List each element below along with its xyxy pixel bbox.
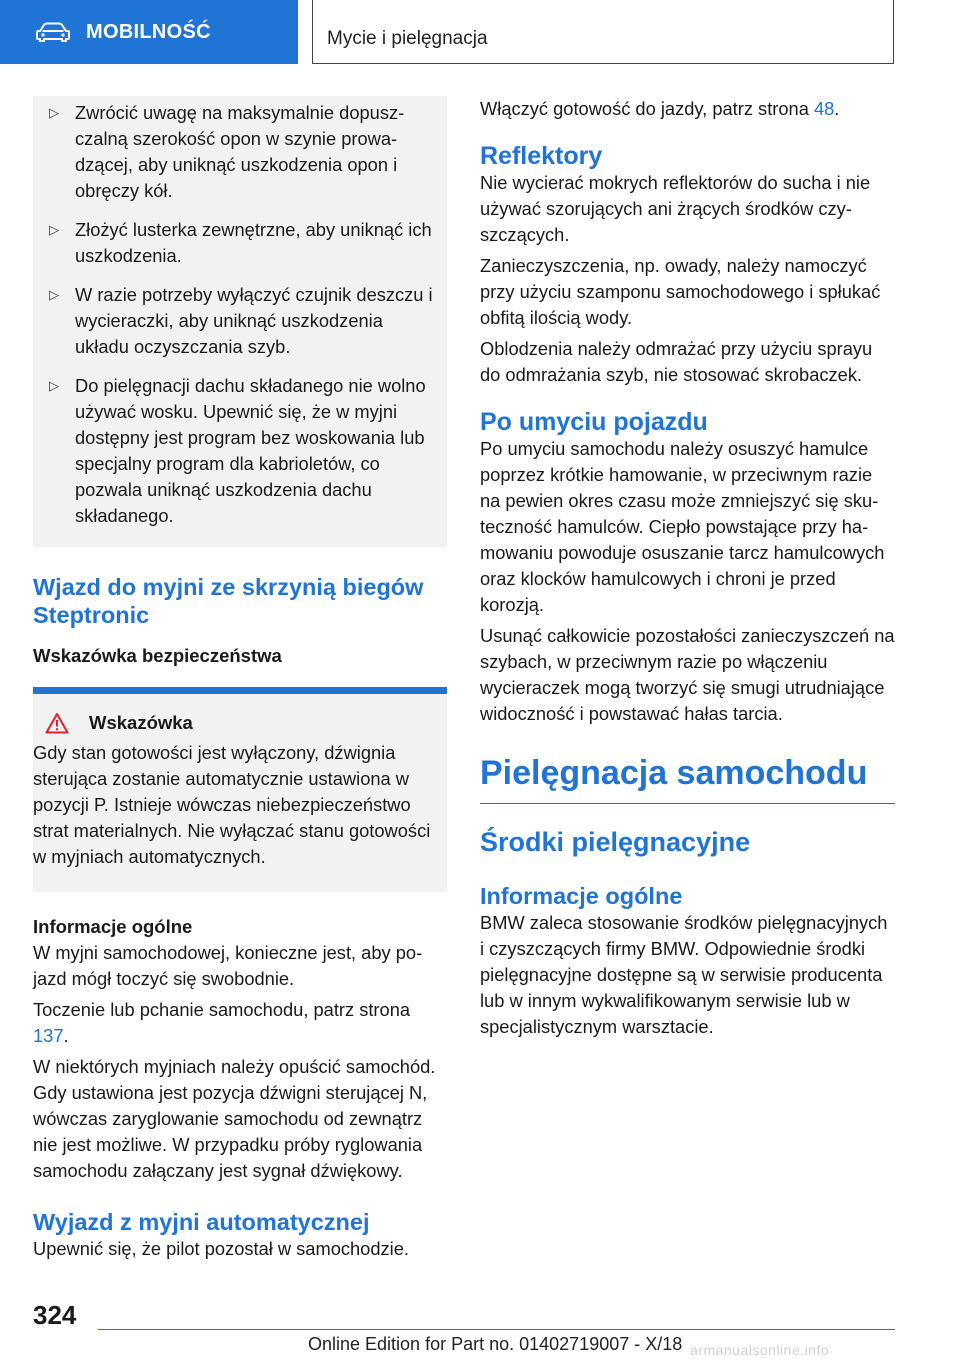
- footer-rule: [98, 1329, 895, 1330]
- left-column: [33, 96, 447, 1262]
- headlights-heading: Reflektory: [480, 142, 603, 170]
- title-rule: [480, 803, 895, 804]
- headlights-paragraph-1: Nie wycierać mokrych reflektorów do sucha i nie używać szorujących ani żrących środków czyszczących.: [480, 172, 871, 245]
- headlights-paragraph-2: Zanieczyszczenia, np. owady, należy namoczyć przy użyciu szamponu samochodowego i spłukać obfitą ilością wody.: [480, 255, 881, 328]
- ready-paragraph: Włączyć gotowość do jazdy, patrz strona 48.: [480, 98, 840, 119]
- triangle-bullet-icon: ▷: [49, 222, 59, 237]
- section-label: MOBILNOŚĆ: [86, 20, 211, 43]
- info-heading: Informacje ogólne: [480, 883, 683, 909]
- chapter-header: [312, 0, 894, 64]
- triangle-bullet-icon: ▷: [49, 105, 59, 120]
- after-wash-paragraph-1: Po umyciu samochodu należy osuszyć hamulce poprzez krótkie hamowanie, w przeciwnym razie na pewien okres czasu może zmniejszyć się skuteczność hamulców. Ciepło powstające przy hamowaniu powoduje osuszanie tarcz hamulcowych oraz klocków hamulcowych i chroni je przed korozją.: [480, 438, 885, 615]
- info-text: BMW zaleca stosowanie środków pielęgnacyjnych i czyszczących firmy BMW. Odpowiednie środki pielęgnacyjne dostępne są w serwisie producenta lub w innym wykwalifikowanym serwisie lub w specjalistycznym warsztacie.: [480, 912, 888, 1037]
- list-item: ▷ Do pielęgnacji dachu składanego nie wolno używać wosku. Upewnić się, że w myjni dostępny jest program bez woskowania lub specjalny program dla kabrioletów, co pozwala uniknąć uszkodzenia dachu składanego.: [49, 373, 433, 529]
- page-link-48[interactable]: 48: [813, 98, 835, 119]
- care-title: Pielęgnacja samochodu: [480, 754, 868, 792]
- general-paragraph-1: W myjni samochodowej, konieczne jest, aby pojazd mógł toczyć się swobodnie.: [33, 942, 423, 989]
- products-heading: Środki pielęgnacyjne: [480, 827, 751, 857]
- watermark: armanualsonline.info: [690, 1342, 830, 1358]
- warning-text: Gdy stan gotowości jest wyłączony, dźwignia sterująca zostanie automatycznie ustawiona w pozycji P. Istnieje wówczas niebezpieczeństwo strat materialnych. Nie wyłączać stanu gotowości w myjniach automatycznych.: [33, 742, 431, 867]
- page-link-137[interactable]: 137: [33, 1025, 64, 1046]
- warning-triangle-icon: [45, 712, 69, 734]
- triangle-bullet-icon: ▷: [49, 287, 59, 302]
- car-icon: [36, 22, 70, 42]
- general-heading: Informacje ogólne: [33, 916, 193, 937]
- safety-heading: Wskazówka bezpieczeństwa: [33, 645, 282, 666]
- exit-text: Upewnić się, że pilot pozostał w samochodzie.: [33, 1238, 409, 1259]
- steptronic-heading: Wjazd do myjni ze skrzynią biegów Steptronic: [33, 574, 424, 628]
- page-number: 324: [33, 1300, 77, 1330]
- exit-heading: Wyjazd z myjni automatycznej: [33, 1209, 370, 1235]
- list-item: ▷ Złożyć lusterka zewnętrzne, aby uniknąć ich uszkodzenia.: [49, 217, 433, 269]
- edition-text: Online Edition for Part no. 01402719007 - X/18: [308, 1334, 683, 1354]
- warning-box: [33, 687, 447, 892]
- after-wash-paragraph-2: Usunąć całkowicie pozostałości zanieczyszczeń na szybach, w przeciwnym razie po włączeniu wycieraczek mogą tworzyć się smugi utrudniające widoczność i powstawać hałas tarcia.: [480, 625, 895, 724]
- section-tab[interactable]: [0, 0, 298, 64]
- chapter-title: Mycie i pielęgnacja: [327, 28, 488, 49]
- after-wash-heading: Po umyciu pojazdu: [480, 408, 708, 436]
- warning-title: Wskazówka: [89, 712, 193, 733]
- warning-bar: [33, 687, 447, 694]
- general-paragraph-2: Toczenie lub pchanie samochodu, patrz strona 137.: [33, 999, 411, 1046]
- checklist-box: [33, 96, 447, 547]
- right-column: [480, 96, 895, 1040]
- headlights-paragraph-3: Oblodzenia należy odmrażać przy użyciu sprayu do odmrażania szyb, nie stosować skrobaczek.: [480, 338, 873, 385]
- triangle-bullet-icon: ▷: [49, 378, 59, 393]
- list-item: ▷ W razie potrzeby wyłączyć czujnik deszczu i wycieraczki, aby uniknąć uszkodzenia układu oczyszczania szyb.: [49, 282, 433, 360]
- list-item: ▷ Zwrócić uwagę na maksymalnie dopuszczalną szerokość opon w szynie prowadzącej, aby uniknąć uszkodzenia opon i obręczy kół.: [49, 100, 433, 204]
- general-paragraph-3: W niektórych myjniach należy opuścić samochód. Gdy ustawiona jest pozycja dźwigni sterującej N, wówczas zaryglowanie samochodu od zewnątrz nie jest możliwe. W przypadku próby ryglowania samochodu załączany jest sygnał dźwiękowy.: [33, 1056, 436, 1181]
